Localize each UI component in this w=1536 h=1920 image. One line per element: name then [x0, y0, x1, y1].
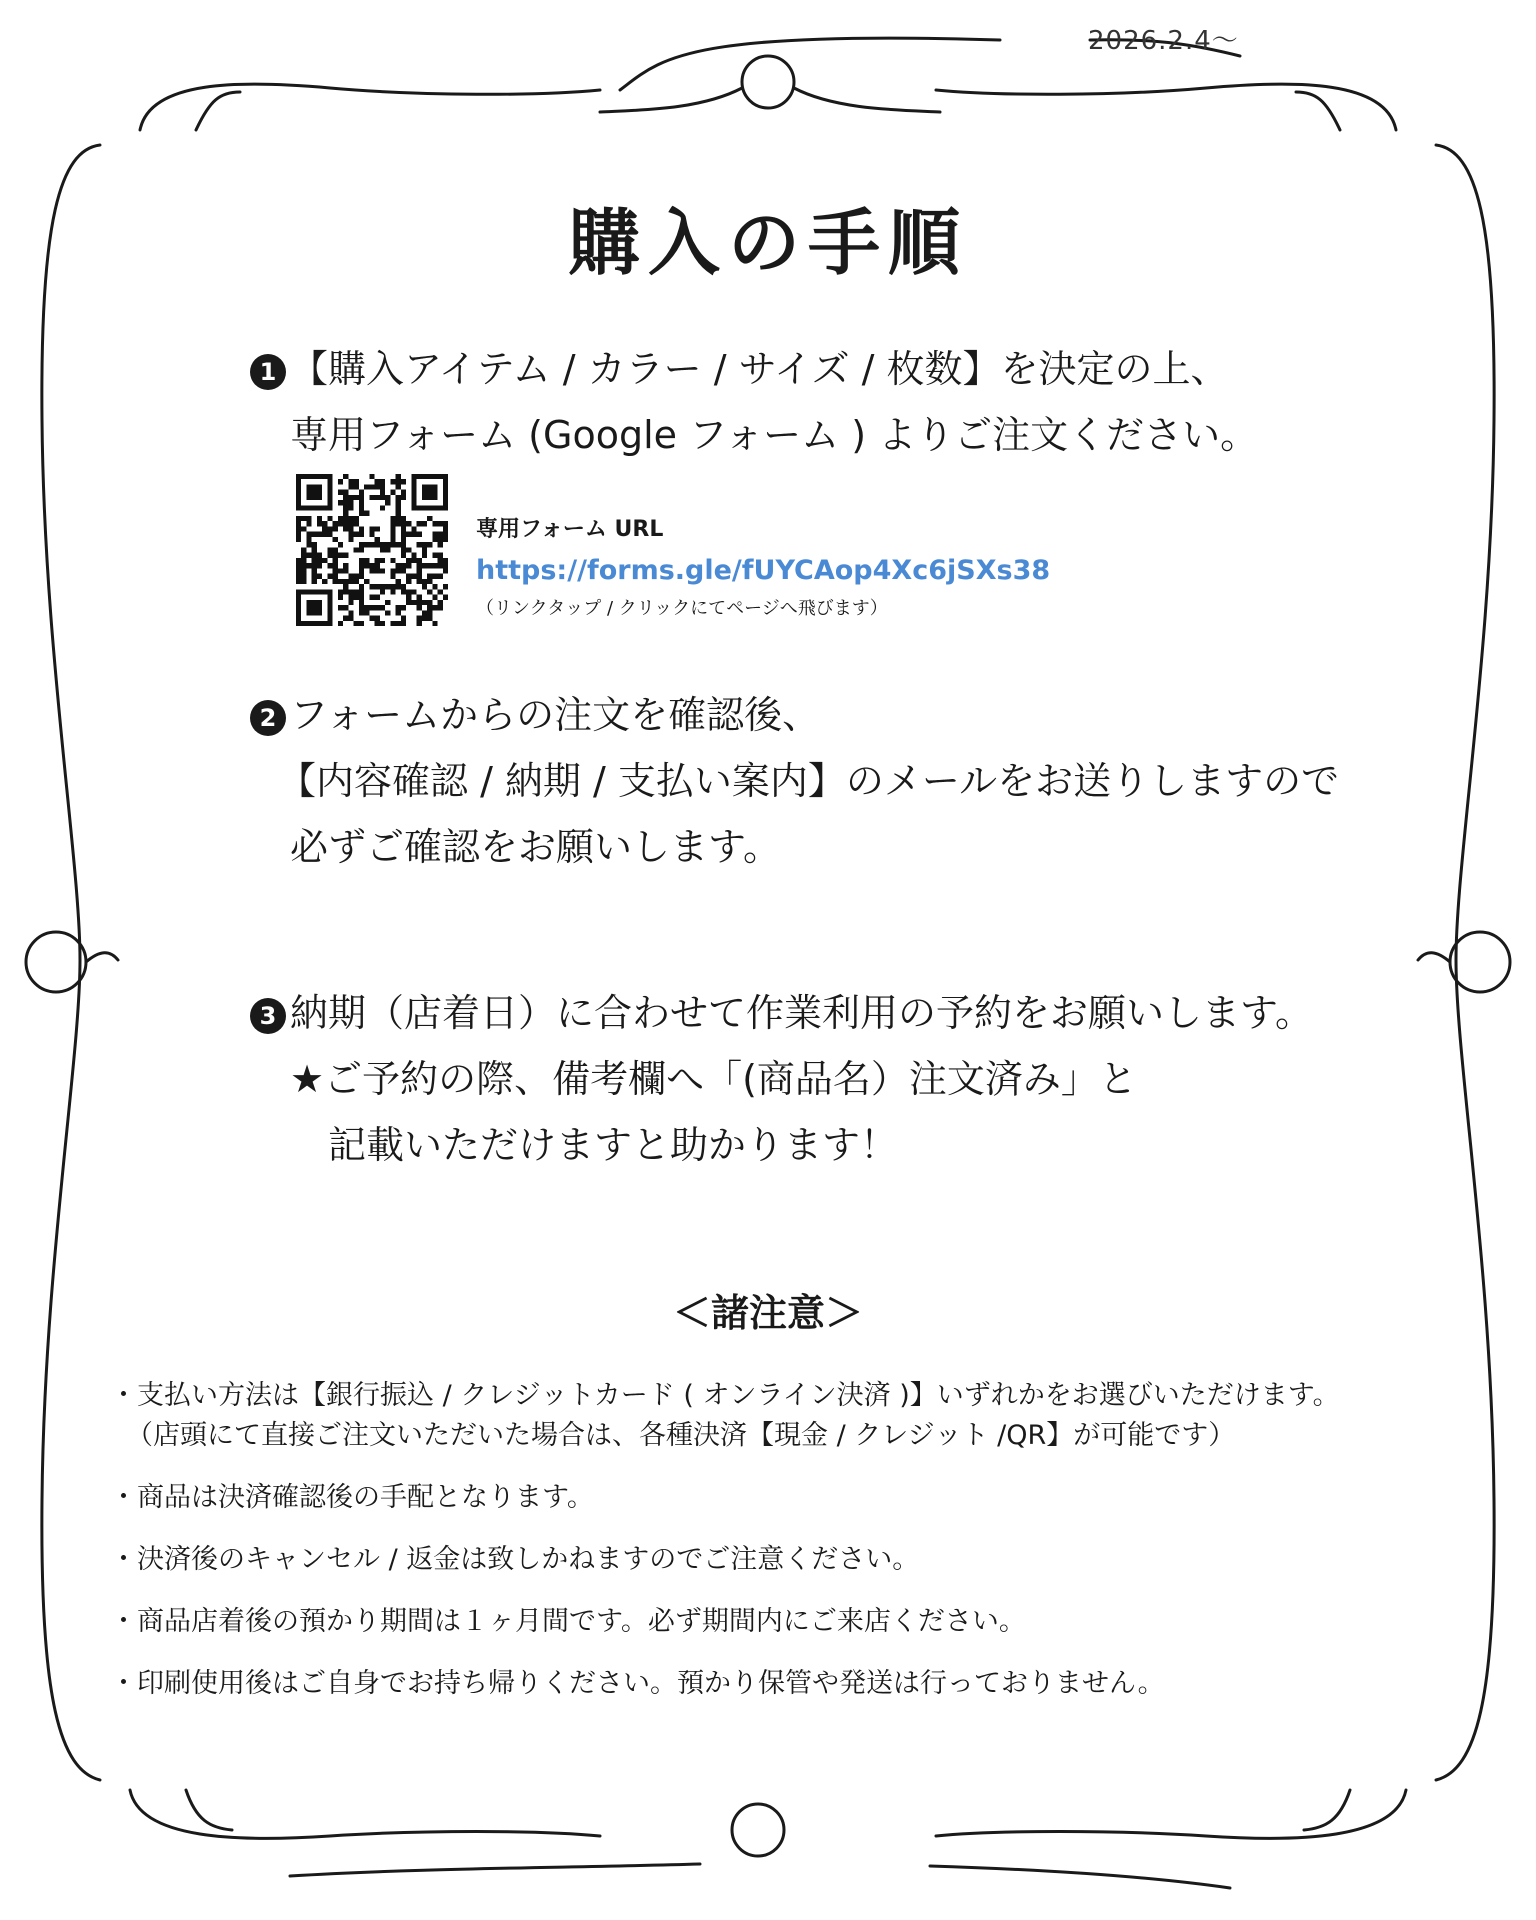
step-2-line-3: 必ずご確認をお願いします。 [290, 825, 781, 869]
note-item: ・商品店着後の預かり期間は１ヶ月間です。必ず期間内にご来店ください。 [110, 1606, 1026, 1637]
step-3-marker: 3 [250, 998, 286, 1034]
page-title: 購入の手順 [567, 201, 968, 285]
form-url-block [476, 512, 1050, 620]
step-3-line-3: 記載いただけますと助かります！ [328, 1123, 899, 1167]
form-url-note: （リンクタップ / クリックにてページへ飛びます） [476, 598, 888, 619]
note-item: ・商品は決済確認後の手配となります。 [110, 1482, 594, 1513]
note-item: （店頭にて直接ご注文いただいた場合は、各種決済【現金 / クレジット /QR】が可能です） [126, 1420, 1236, 1451]
step-3-line-1: 3 納期（店着日）に合わせて作業利用の予約をお願いします。 [250, 990, 1313, 1036]
form-url-link[interactable]: https://forms.gle/fUYCAop4Xc6jSXs38 [476, 555, 1051, 586]
date-label: 2026.2.4〜 [1088, 26, 1239, 56]
notes-title: ＜諸注意＞ [672, 1291, 863, 1335]
step-1-marker: 1 [250, 354, 286, 390]
step-2-marker: 2 [250, 700, 286, 736]
form-url-label: 専用フォーム URL [476, 517, 664, 542]
step-2-line-2: 【内容確認 / 納期 / 支払い案内】のメールをお送りしますので [278, 759, 1340, 803]
note-item: ・決済後のキャンセル / 返金は致しかねますのでご注意ください。 [110, 1544, 920, 1575]
step-1-line-1: 1 【購入アイテム / カラー / サイズ / 枚数】を決定の上、 [250, 346, 1229, 392]
note-item: ・印刷使用後はご自身でお持ち帰りください。預かり保管や発送は行っておりません。 [110, 1668, 1165, 1699]
step-2-line-1: 2 フォームからの注文を確認後、 [250, 692, 820, 738]
step-1-line-2: 専用フォーム (Google フォーム ) よりご注文ください。 [290, 413, 1259, 457]
qr-code[interactable] [296, 474, 448, 626]
step-3-line-2: ★ご予約の際、備考欄へ「(商品名）注文済み」と [290, 1057, 1137, 1101]
note-item: ・支払い方法は【銀行振込 / クレジットカード ( オンライン決済 )】いずれかをお選びいただけます。 [110, 1380, 1340, 1411]
